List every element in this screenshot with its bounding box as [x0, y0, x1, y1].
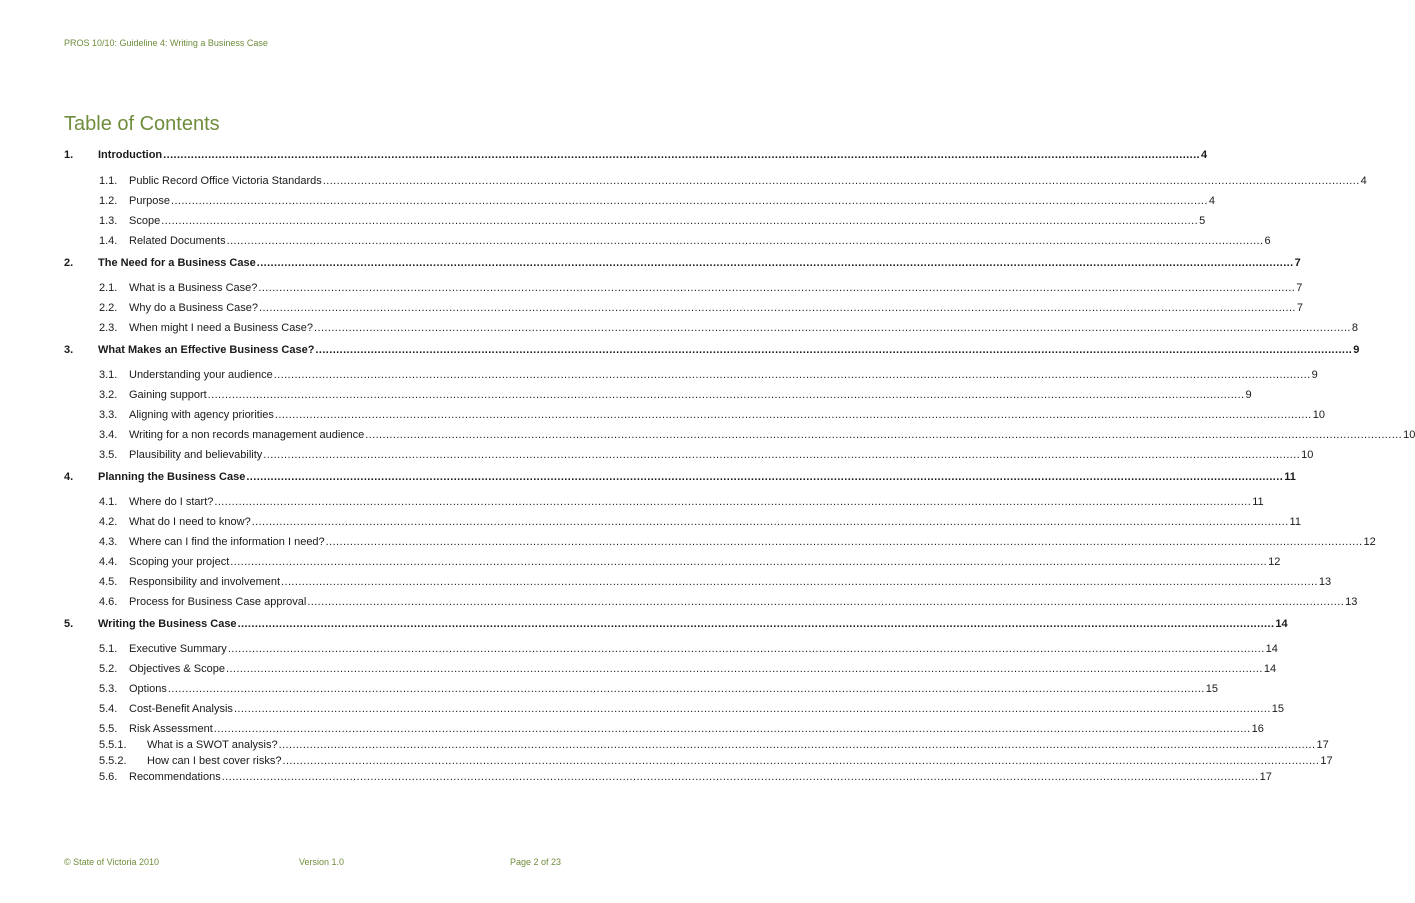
toc-entry-page: 7: [1294, 257, 1301, 269]
toc-dot-leader: ............................................................................................................................................................................................................................................................................................................: [163, 149, 1201, 161]
toc-entry[interactable]: [64, 723, 1264, 738]
toc-dot-leader: ............................................................................................................................................................................................................................................................................................................: [315, 344, 1353, 356]
toc-dot-leader: ............................................................................................................................................................................................................................................................................................................: [227, 643, 1265, 655]
toc-dot-leader: ............................................................................................................................................................................................................................................................................................................: [314, 322, 1351, 334]
toc-entry[interactable]: [64, 471, 1296, 486]
toc-entry-title[interactable]: Writing for a non records management audience: [129, 429, 365, 441]
toc-entry-number: 4.1.: [99, 496, 118, 508]
toc-dot-leader: ............................................................................................................................................................................................................................................................................................................: [207, 389, 1245, 401]
toc-entry-number: 4.3.: [99, 536, 118, 548]
toc-entry[interactable]: [64, 215, 1206, 230]
toc-dot-leader: ............................................................................................................................................................................................................................................................................................................: [246, 471, 1284, 483]
toc-entry[interactable]: [64, 663, 1277, 678]
toc-entry-number: 5.: [64, 618, 74, 630]
toc-entry-number: 3.5.: [99, 449, 118, 461]
toc-entry-number: 4.5.: [99, 576, 118, 588]
toc-entry[interactable]: [64, 739, 1329, 754]
toc-entry[interactable]: [64, 282, 1303, 297]
toc-entry-page: 17: [1259, 771, 1272, 783]
toc-entry[interactable]: [64, 703, 1285, 718]
toc-entry-page: 4: [1201, 149, 1208, 161]
toc-entry-number: 1.3.: [99, 215, 118, 227]
toc-entry[interactable]: [64, 149, 1208, 164]
toc-entry-page: 17: [1316, 739, 1329, 751]
toc-entry[interactable]: [64, 322, 1359, 337]
toc-dot-leader: ............................................................................................................................................................................................................................................................................................................: [170, 195, 1208, 207]
toc-entry-title[interactable]: Writing the Business Case: [98, 618, 237, 630]
toc-entry-number: 3.: [64, 344, 74, 356]
toc-entry-title[interactable]: What do I need to know?: [129, 516, 251, 528]
toc-entry-number: 4.: [64, 471, 74, 483]
toc-dot-leader: ............................................................................................................................................................................................................................................................................................................: [230, 556, 1268, 568]
toc-entry-title[interactable]: When might I need a Business Case?: [129, 322, 314, 334]
toc-entry-number: 1.1.: [99, 175, 118, 187]
toc-entry-page: 7: [1296, 302, 1303, 314]
toc-entry-title[interactable]: Related Documents: [129, 235, 226, 247]
toc-entry-title[interactable]: Recommendations: [129, 771, 221, 783]
toc-entry-page: 13: [1345, 596, 1358, 608]
toc-entry-page: 10: [1301, 449, 1314, 461]
toc-entry[interactable]: [64, 257, 1301, 272]
toc-entry-number: 3.2.: [99, 389, 118, 401]
toc-entry-number: 5.3.: [99, 683, 118, 695]
toc-dot-leader: ............................................................................................................................................................................................................................................................................................................: [256, 257, 1294, 269]
toc-entry[interactable]: [64, 429, 1415, 444]
toc-entry-number: 4.2.: [99, 516, 118, 528]
toc-entry-title[interactable]: Process for Business Case approval: [129, 596, 307, 608]
toc-entry-page: 11: [1252, 496, 1264, 508]
toc-entry[interactable]: [64, 596, 1358, 611]
toc-entry[interactable]: [64, 389, 1252, 404]
toc-entry[interactable]: [64, 369, 1318, 384]
toc-entry[interactable]: [64, 536, 1376, 551]
toc-entry-page: 15: [1205, 683, 1219, 695]
toc-entry-page: 14: [1263, 663, 1277, 675]
toc-entry-number: 5.6.: [99, 771, 118, 783]
toc-entry-title[interactable]: What is a SWOT analysis?: [147, 739, 278, 751]
toc-entry[interactable]: [64, 195, 1215, 210]
toc-entry-number: 2.1.: [99, 282, 118, 294]
toc-entry-number: 5.4.: [99, 703, 118, 715]
toc-dot-leader: ............................................................................................................................................................................................................................................................................................................: [161, 215, 1199, 227]
toc-dot-leader: ............................................................................................................................................................................................................................................................................................................: [322, 175, 1360, 187]
toc-entry-title[interactable]: Introduction: [98, 149, 163, 161]
toc-dot-leader: ............................................................................................................................................................................................................................................................................................................: [274, 409, 1312, 421]
toc-entry-number: 2.: [64, 257, 74, 269]
toc-dot-leader: ............................................................................................................................................................................................................................................................................................................: [258, 282, 1296, 294]
toc-entry[interactable]: [64, 409, 1326, 424]
toc-entry-page: 7: [1296, 282, 1303, 294]
toc-dot-leader: ............................................................................................................................................................................................................................................................................................................: [273, 369, 1311, 381]
toc-entry-title[interactable]: Options: [129, 683, 167, 695]
toc-dot-leader: ............................................................................................................................................................................................................................................................................................................: [226, 663, 1263, 675]
toc-entry-title[interactable]: How can I best cover risks?: [147, 755, 282, 767]
toc-entry-number: 4.4.: [99, 556, 118, 568]
toc-entry-page: 12: [1363, 536, 1376, 548]
toc-title: Table of Contents: [64, 113, 220, 135]
toc-entry-number: 2.2.: [99, 302, 118, 314]
toc-entry-title[interactable]: What Makes an Effective Business Case?: [98, 344, 315, 356]
toc-entry[interactable]: [64, 618, 1288, 633]
toc-dot-leader: ............................................................................................................................................................................................................................................................................................................: [281, 576, 1318, 588]
toc-entry-title[interactable]: Where can I find the information I need?: [129, 536, 325, 548]
toc-entry-title[interactable]: What is a Business Case?: [129, 282, 258, 294]
toc-entry-page: 11: [1284, 471, 1296, 483]
toc-entry[interactable]: [64, 771, 1272, 786]
toc-dot-leader: ............................................................................................................................................................................................................................................................................................................: [221, 771, 1259, 783]
toc-entry-page: 14: [1275, 618, 1288, 630]
toc-entry-number: 2.3.: [99, 322, 118, 334]
toc-entry[interactable]: [64, 576, 1332, 591]
toc-entry-number: 1.2.: [99, 195, 118, 207]
toc-dot-leader: ............................................................................................................................................................................................................................................................................................................: [259, 302, 1296, 314]
toc-entry-title[interactable]: Executive Summary: [129, 643, 227, 655]
toc-entry[interactable]: [64, 496, 1264, 511]
toc-entry-number: 1.4.: [99, 235, 118, 247]
toc-dot-leader: ............................................................................................................................................................................................................................................................................................................: [213, 723, 1251, 735]
toc-entry-number: 5.5.1.: [99, 739, 127, 751]
toc-entry-page: 11: [1289, 516, 1301, 528]
toc-dot-leader: ............................................................................................................................................................................................................................................................................................................: [214, 496, 1252, 508]
toc-dot-leader: ............................................................................................................................................................................................................................................................................................................: [226, 235, 1264, 247]
toc-entry-number: 3.4.: [99, 429, 118, 441]
toc-entry-number: 3.1.: [99, 369, 118, 381]
footer-version: Version 1.0: [299, 857, 345, 867]
toc-dot-leader: ............................................................................................................................................................................................................................................................................................................: [251, 516, 1289, 528]
toc-dot-leader: ............................................................................................................................................................................................................................................................................................................: [282, 755, 1320, 767]
toc-entry-page: 9: [1353, 344, 1360, 356]
toc-entry-page: 13: [1318, 576, 1332, 588]
toc-entry-title[interactable]: Gaining support: [129, 389, 207, 401]
toc-entry-title[interactable]: Responsibility and involvement: [129, 576, 281, 588]
toc-entry-title[interactable]: Planning the Business Case: [98, 471, 246, 483]
toc-entry-number: 5.1.: [99, 643, 118, 655]
toc-entry-number: 5.5.: [99, 723, 118, 735]
toc-dot-leader: ............................................................................................................................................................................................................................................................................................................: [237, 618, 1275, 630]
toc-entry-number: 4.6.: [99, 596, 118, 608]
footer-page-number: Page 2 of 23: [509, 857, 561, 867]
toc-entry-page: 6: [1264, 235, 1271, 247]
toc-entry-title[interactable]: Why do a Business Case?: [129, 302, 259, 314]
toc-entry-page: 5: [1199, 215, 1206, 227]
toc-dot-leader: ............................................................................................................................................................................................................................................................................................................: [263, 449, 1301, 461]
toc-entry[interactable]: [64, 449, 1314, 464]
toc-entry-number: 1.: [64, 149, 74, 161]
toc-dot-leader: ............................................................................................................................................................................................................................................................................................................: [365, 429, 1403, 441]
toc-entry-page: 9: [1245, 389, 1252, 401]
toc-entry-page: 9: [1311, 369, 1318, 381]
toc-entry-page: 15: [1271, 703, 1285, 715]
toc-entry-page: 14: [1265, 643, 1278, 655]
running-header: PROS 10/10: Guideline 4: Writing a Business Case: [64, 38, 268, 48]
toc-entry[interactable]: [64, 643, 1278, 658]
toc-entry[interactable]: [64, 175, 1367, 190]
toc-dot-leader: ............................................................................................................................................................................................................................................................................................................: [307, 596, 1345, 608]
toc-entry-title[interactable]: Purpose: [129, 195, 170, 207]
toc-entry-title[interactable]: Where do I start?: [129, 496, 214, 508]
toc-entry-title[interactable]: The Need for a Business Case: [98, 257, 256, 269]
toc-entry-number: 3.3.: [99, 409, 118, 421]
toc-entry[interactable]: [64, 344, 1360, 359]
toc-dot-leader: ............................................................................................................................................................................................................................................................................................................: [167, 683, 1205, 695]
toc-entry-title[interactable]: Public Record Office Victoria Standards: [129, 175, 322, 187]
toc-entry-page: 4: [1208, 195, 1215, 207]
toc-dot-leader: ............................................................................................................................................................................................................................................................................................................: [325, 536, 1363, 548]
toc-entry-title[interactable]: Risk Assessment: [129, 723, 213, 735]
toc-entry-page: 12: [1268, 556, 1281, 568]
toc-entry-title[interactable]: Scope: [129, 215, 161, 227]
toc-entry-title[interactable]: Plausibility and believability: [129, 449, 263, 461]
toc-entry-page: 16: [1251, 723, 1264, 735]
toc-entry-number: 5.5.2.: [99, 755, 127, 767]
toc-entry-title[interactable]: Understanding your audience: [129, 369, 273, 381]
toc-dot-leader: ............................................................................................................................................................................................................................................................................................................: [278, 739, 1316, 751]
toc-entry-page: 4: [1360, 175, 1367, 187]
footer-copyright: © State of Victoria 2010: [64, 857, 160, 867]
toc-entry-page: 10: [1403, 429, 1415, 441]
toc-entry-number: 5.2.: [99, 663, 118, 675]
toc-entry-title[interactable]: Cost-Benefit Analysis: [129, 703, 233, 715]
toc-entry[interactable]: [64, 755, 1333, 770]
toc-dot-leader: ............................................................................................................................................................................................................................................................................................................: [233, 703, 1271, 715]
toc-entry-title[interactable]: Objectives & Scope: [129, 663, 225, 675]
toc-entry-page: 10: [1312, 409, 1326, 421]
toc-entry-title[interactable]: Scoping your project: [129, 556, 230, 568]
toc-entry-page: 17: [1320, 755, 1333, 767]
toc-entry[interactable]: [64, 556, 1281, 571]
toc-entry[interactable]: [64, 516, 1301, 531]
toc-entry-page: 8: [1351, 322, 1359, 334]
toc-entry[interactable]: [64, 235, 1271, 250]
toc-entry-title[interactable]: Aligning with agency priorities: [129, 409, 274, 421]
toc-entry[interactable]: [64, 683, 1219, 698]
toc-entry[interactable]: [64, 302, 1303, 317]
